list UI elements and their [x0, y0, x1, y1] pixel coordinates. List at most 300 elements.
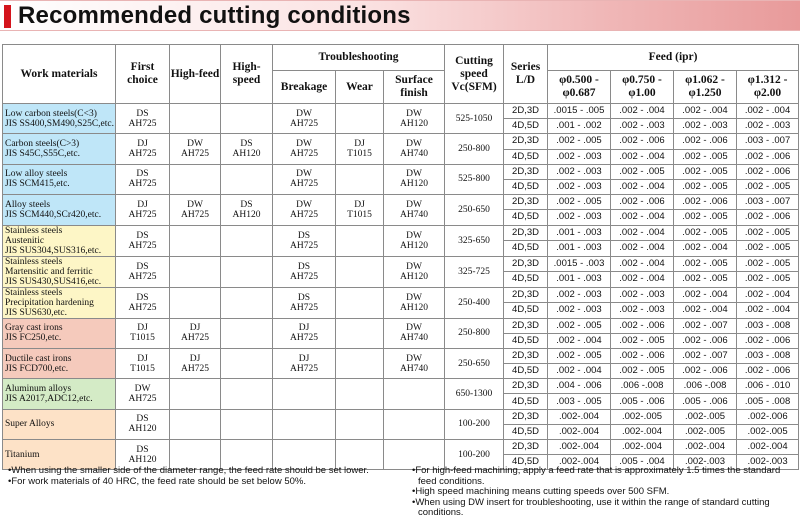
- high-feed-cell: [170, 409, 221, 439]
- feed-cell: .005 - .006: [674, 394, 737, 409]
- feed-cell: .002-.004: [737, 440, 799, 455]
- high-feed-cell-line: DW: [187, 199, 203, 210]
- surface-finish-cell-line: DW: [406, 292, 422, 303]
- feed-cell: .002 - .005: [611, 364, 674, 379]
- feed-cell: .002 - .005: [737, 241, 799, 257]
- header-wear: Wear: [336, 71, 384, 104]
- header-diameter-1: φ0.500 - φ0.687: [548, 71, 611, 104]
- surface-finish-cell-line: DW: [406, 261, 422, 272]
- series-ld-cell: 4D,5D: [504, 272, 548, 288]
- work-material-cell-line: Stainless steels: [5, 225, 63, 236]
- high-speed-cell: [221, 379, 273, 409]
- feed-cell: .002 - .003: [548, 179, 611, 194]
- high-speed-cell-line: AH120: [232, 149, 261, 160]
- work-material-cell-line: Low carbon steels(C<3): [5, 108, 97, 119]
- first-choice-cell-line: DJ: [137, 323, 148, 334]
- breakage-cell-line: AH725: [290, 118, 318, 129]
- work-material-cell-line: JIS S45C,S55C,etc.: [5, 149, 80, 160]
- feed-cell: .002 - .006: [737, 210, 799, 225]
- first-choice-cell-line: AH725: [128, 179, 157, 190]
- first-choice-cell-line: T1015: [130, 363, 155, 374]
- series-ld-cell: 4D,5D: [504, 119, 548, 134]
- work-material-cell-line: JIS SCM415,etc.: [5, 179, 70, 190]
- work-material-cell-line: Martensitic and ferritic: [5, 266, 93, 277]
- feed-cell: .002 - .005: [737, 179, 799, 194]
- surface-finish-cell: [384, 225, 445, 256]
- breakage-cell-line: AH725: [290, 209, 318, 220]
- feed-cell: .002 - .006: [674, 134, 737, 149]
- table-row: [3, 164, 799, 179]
- wear-cell: [336, 409, 384, 439]
- high-feed-cell: [170, 318, 221, 348]
- cutting-speed-cell: 250-800: [445, 134, 504, 164]
- first-choice-cell-line: AH725: [128, 149, 157, 160]
- series-ld-cell: 4D,5D: [504, 364, 548, 379]
- feed-cell: .002 - .005: [737, 256, 799, 272]
- first-choice-cell: [116, 164, 170, 194]
- feed-cell: .002-.004: [548, 424, 611, 439]
- high-speed-cell-line: DS: [240, 199, 253, 210]
- title-bar: [0, 0, 800, 31]
- wear-cell: [336, 287, 384, 318]
- high-feed-cell-line: DJ: [189, 353, 201, 364]
- feed-cell: .002-.003: [737, 455, 799, 470]
- surface-finish-cell: [384, 287, 445, 318]
- first-choice-cell: [116, 195, 170, 225]
- table-row: [3, 409, 799, 424]
- surface-finish-cell-line: AH740: [400, 333, 428, 344]
- feed-cell: .002 - .005: [737, 272, 799, 288]
- breakage-cell-line: AH725: [290, 179, 318, 190]
- footnote: •When using DW insert for troubleshooting, use it within the range of standard cutting conditions.: [412, 496, 770, 518]
- work-material-cell-line: JIS FC250,etc.: [5, 333, 62, 344]
- cutting-speed-cell: 525-800: [445, 164, 504, 194]
- feed-cell: .003 - .005: [548, 394, 611, 409]
- first-choice-cell-line: DS: [136, 230, 149, 241]
- series-ld-cell: 4D,5D: [504, 333, 548, 348]
- work-material-cell-line: Stainless steels: [5, 287, 63, 298]
- feed-cell: .003 - .008: [737, 318, 799, 333]
- work-material-cell-line: JIS FCD700,etc.: [5, 363, 69, 374]
- feed-cell: .002 - .006: [674, 195, 737, 210]
- surface-finish-cell-line: AH120: [400, 240, 428, 251]
- series-ld-cell: 4D,5D: [504, 241, 548, 257]
- wear-cell: [336, 348, 384, 378]
- work-material-cell-line: Super Alloys: [5, 419, 55, 430]
- work-material-cell: [3, 318, 116, 348]
- feed-cell: .005 - .006: [611, 394, 674, 409]
- wear-cell: [336, 195, 384, 225]
- first-choice-cell-line: AH725: [128, 209, 157, 220]
- high-speed-cell: [221, 409, 273, 439]
- breakage-cell: [273, 287, 336, 318]
- cutting-speed-cell: 525-1050: [445, 104, 504, 134]
- high-feed-cell-line: AH725: [181, 363, 209, 374]
- series-ld-cell: 2D,3D: [504, 104, 548, 119]
- feed-cell: .001 - .003: [548, 241, 611, 257]
- first-choice-cell-line: DS: [136, 261, 149, 272]
- table-row: [3, 440, 799, 455]
- high-speed-cell: [221, 134, 273, 164]
- series-ld-cell: 4D,5D: [504, 210, 548, 225]
- header-surface-finish: Surface finish: [384, 71, 445, 104]
- high-speed-cell: [221, 256, 273, 287]
- high-speed-cell: [221, 318, 273, 348]
- breakage-cell-line: DW: [296, 199, 312, 210]
- breakage-cell-line: AH725: [290, 363, 318, 374]
- header-feed: Feed (ipr): [548, 45, 799, 71]
- feed-cell: .002 - .005: [674, 256, 737, 272]
- surface-finish-cell-line: AH740: [400, 149, 428, 160]
- high-feed-cell: [170, 287, 221, 318]
- series-ld-cell: 4D,5D: [504, 149, 548, 164]
- feed-cell: .002 - .004: [611, 179, 674, 194]
- feed-cell: .002 - .006: [674, 364, 737, 379]
- feed-cell: .002-.004: [548, 455, 611, 470]
- first-choice-cell-line: AH120: [128, 424, 157, 435]
- surface-finish-cell-line: AH740: [400, 209, 428, 220]
- breakage-cell: [273, 256, 336, 287]
- feed-cell: .002 - .004: [611, 241, 674, 257]
- high-feed-cell: [170, 164, 221, 194]
- surface-finish-cell-line: AH120: [400, 179, 428, 190]
- feed-cell: .002 - .003: [548, 149, 611, 164]
- table-body: [3, 104, 799, 470]
- work-material-cell-line: Aluminum alloys: [5, 383, 72, 394]
- feed-cell: .002-.005: [674, 409, 737, 424]
- first-choice-cell-line: DS: [136, 169, 149, 180]
- wear-cell: [336, 318, 384, 348]
- header-cutting-speed: Cutting speed Vc(SFM): [445, 45, 504, 104]
- cutting-conditions-table: [2, 44, 799, 470]
- feed-cell: .002 - .003: [548, 164, 611, 179]
- feed-cell: .002 - .005: [548, 348, 611, 363]
- feed-cell: .0015 - .003: [548, 256, 611, 272]
- feed-cell: .002-.004: [611, 424, 674, 439]
- feed-cell: .006 - .010: [737, 379, 799, 394]
- feed-cell: .002 - .005: [674, 164, 737, 179]
- feed-cell: .002 - .004: [611, 272, 674, 288]
- first-choice-cell-line: AH725: [128, 240, 157, 251]
- first-choice-cell: [116, 287, 170, 318]
- feed-cell: .002 - .005: [674, 149, 737, 164]
- work-material-cell: [3, 409, 116, 439]
- high-speed-cell: [221, 348, 273, 378]
- footnote: •When using the smaller side of the diameter range, the feed rate should be set lower.: [8, 465, 369, 476]
- breakage-cell-line: DS: [297, 230, 311, 241]
- feed-cell: .002-.005: [674, 424, 737, 439]
- feed-cell: .002 - .006: [611, 195, 674, 210]
- table-row: [3, 287, 799, 303]
- surface-finish-cell: [384, 134, 445, 164]
- footnote: •High speed machining means cutting speeds over 500 SFM.: [412, 486, 670, 497]
- surface-finish-cell: [384, 104, 445, 134]
- breakage-cell-line: AH725: [290, 271, 318, 282]
- first-choice-cell-line: DJ: [137, 139, 148, 150]
- breakage-cell-line: DS: [297, 292, 311, 303]
- feed-cell: .002 - .004: [674, 303, 737, 319]
- feed-cell: .002 - .003: [611, 119, 674, 134]
- header-work-materials: Work materials: [3, 45, 116, 104]
- work-material-cell-line: Low alloy steels: [5, 169, 68, 180]
- work-material-cell: [3, 287, 116, 318]
- breakage-cell-line: DJ: [298, 353, 310, 364]
- first-choice-cell-line: DS: [136, 292, 149, 303]
- first-choice-cell: [116, 318, 170, 348]
- series-ld-cell: 2D,3D: [504, 440, 548, 455]
- first-choice-cell: [116, 348, 170, 378]
- header-first-choice: First choice: [116, 45, 170, 104]
- high-feed-cell-line: AH725: [181, 333, 209, 344]
- wear-cell: [336, 164, 384, 194]
- header-high-feed: High-feed: [170, 45, 221, 104]
- feed-cell: .002 - .004: [611, 256, 674, 272]
- breakage-cell: [273, 318, 336, 348]
- feed-cell: .002 - .003: [611, 303, 674, 319]
- work-material-cell: [3, 195, 116, 225]
- header-troubleshooting: Troubleshooting: [273, 45, 445, 71]
- header-diameter-3: φ1.062 - φ1.250: [674, 71, 737, 104]
- first-choice-cell-line: AH725: [128, 118, 157, 129]
- first-choice-cell-line: DW: [134, 383, 151, 394]
- high-speed-cell: [221, 104, 273, 134]
- series-ld-cell: 4D,5D: [504, 455, 548, 470]
- surface-finish-cell: [384, 164, 445, 194]
- feed-cell: .002 - .005: [737, 225, 799, 241]
- page-title: Recommended cutting conditions: [18, 2, 411, 29]
- first-choice-cell-line: DJ: [137, 199, 148, 210]
- wear-cell: [336, 134, 384, 164]
- feed-cell: .002 - .005: [674, 272, 737, 288]
- cutting-speed-cell: 250-650: [445, 348, 504, 378]
- high-speed-cell: [221, 164, 273, 194]
- footnote: •For high-feed machining, apply a feed rate that is approximately 1.5 times the standard feed conditions.: [412, 465, 781, 487]
- first-choice-cell-line: DS: [136, 444, 149, 455]
- surface-finish-cell-line: DW: [406, 108, 422, 119]
- first-choice-cell: [116, 225, 170, 256]
- feed-cell: .002-.006: [737, 409, 799, 424]
- work-material-cell-line: Gray cast irons: [5, 323, 63, 334]
- feed-cell: .002 - .004: [737, 303, 799, 319]
- feed-cell: .002 - .004: [674, 241, 737, 257]
- surface-finish-cell: [384, 409, 445, 439]
- first-choice-cell: [116, 379, 170, 409]
- feed-cell: .003 - .008: [737, 348, 799, 363]
- breakage-cell-line: DW: [296, 169, 312, 180]
- table-row: [3, 104, 799, 119]
- high-feed-cell: [170, 225, 221, 256]
- feed-cell: .002 - .006: [737, 164, 799, 179]
- feed-cell: .002 - .004: [674, 104, 737, 119]
- work-material-cell: [3, 164, 116, 194]
- series-ld-cell: 2D,3D: [504, 379, 548, 394]
- feed-cell: .002 - .006: [611, 134, 674, 149]
- feed-cell: .001 - .003: [548, 225, 611, 241]
- feed-cell: .002 - .004: [737, 104, 799, 119]
- surface-finish-cell: [384, 318, 445, 348]
- breakage-cell: [273, 225, 336, 256]
- work-material-cell-line: JIS SUS430,SUS416,etc.: [5, 276, 102, 287]
- feed-cell: .002-.005: [611, 409, 674, 424]
- work-material-cell-line: Precipitation hardening: [5, 297, 94, 308]
- series-ld-cell: 2D,3D: [504, 164, 548, 179]
- cutting-speed-cell: 325-650: [445, 225, 504, 256]
- series-ld-cell: 2D,3D: [504, 409, 548, 424]
- breakage-cell: [273, 195, 336, 225]
- table-row: [3, 348, 799, 363]
- series-ld-cell: 4D,5D: [504, 394, 548, 409]
- breakage-cell-line: DW: [296, 139, 312, 150]
- feed-cell: .002 - .006: [737, 333, 799, 348]
- wear-cell-line: DJ: [354, 199, 365, 210]
- feed-cell: .002 - .004: [674, 287, 737, 303]
- high-feed-cell: [170, 256, 221, 287]
- feed-cell: .003 - .007: [737, 134, 799, 149]
- high-speed-cell-line: AH120: [232, 209, 261, 220]
- feed-cell: .001 - .003: [548, 272, 611, 288]
- cutting-speed-cell: 100-200: [445, 440, 504, 470]
- wear-cell: [336, 379, 384, 409]
- feed-cell: .002 - .007: [674, 318, 737, 333]
- feed-cell: .004 - .006: [548, 379, 611, 394]
- work-material-cell: [3, 104, 116, 134]
- notes-right: [412, 466, 792, 519]
- work-material-cell-line: JIS SCM440,SCr420,etc.: [5, 209, 102, 220]
- table-row: [3, 379, 799, 394]
- work-material-cell-line: Titanium: [5, 449, 40, 460]
- feed-cell: .003 - .007: [737, 195, 799, 210]
- high-feed-cell: [170, 195, 221, 225]
- first-choice-cell-line: DJ: [137, 353, 148, 364]
- feed-cell: .002 - .005: [674, 210, 737, 225]
- feed-cell: .002 - .007: [674, 348, 737, 363]
- surface-finish-cell-line: AH120: [400, 271, 428, 282]
- high-feed-cell: [170, 348, 221, 378]
- first-choice-cell: [116, 409, 170, 439]
- feed-cell: .002-.004: [548, 409, 611, 424]
- surface-finish-cell-line: DW: [406, 323, 422, 334]
- breakage-cell: [273, 348, 336, 378]
- high-speed-cell: [221, 287, 273, 318]
- feed-cell: .002 - .003: [611, 287, 674, 303]
- surface-finish-cell-line: DW: [406, 169, 422, 180]
- breakage-cell: [273, 379, 336, 409]
- feed-cell: .002 - .004: [611, 149, 674, 164]
- series-ld-cell: 2D,3D: [504, 134, 548, 149]
- feed-cell: .002 - .005: [611, 164, 674, 179]
- work-material-cell-line: Ductile cast irons: [5, 353, 72, 364]
- footnote: •For work materials of 40 HRC, the feed rate should be set below 50%.: [8, 475, 306, 487]
- feed-cell: .002 - .005: [674, 179, 737, 194]
- series-ld-cell: 2D,3D: [504, 318, 548, 333]
- feed-cell: .002 - .004: [548, 364, 611, 379]
- feed-cell: .002 - .006: [674, 333, 737, 348]
- feed-cell: .002-.004: [548, 440, 611, 455]
- table-row: [3, 134, 799, 149]
- high-feed-cell: [170, 379, 221, 409]
- cutting-speed-cell: 325-725: [445, 256, 504, 287]
- header-diameter-2: φ0.750 - φ1.00: [611, 71, 674, 104]
- feed-cell: .002 - .004: [737, 287, 799, 303]
- feed-cell: .002 - .005: [548, 318, 611, 333]
- first-choice-cell-line: AH725: [128, 393, 157, 404]
- feed-cell: .002-.005: [737, 424, 799, 439]
- wear-cell: [336, 104, 384, 134]
- feed-cell: .005 - .004: [611, 455, 674, 470]
- feed-cell: .002 - .003: [674, 119, 737, 134]
- breakage-cell-line: AH725: [290, 149, 318, 160]
- surface-finish-cell-line: AH120: [400, 118, 428, 129]
- feed-cell: .002 - .006: [611, 348, 674, 363]
- series-ld-cell: 4D,5D: [504, 424, 548, 439]
- feed-cell: .002 - .003: [548, 287, 611, 303]
- high-feed-cell: [170, 134, 221, 164]
- high-feed-cell-line: DJ: [189, 323, 201, 334]
- series-ld-cell: 2D,3D: [504, 287, 548, 303]
- cutting-speed-cell: 250-800: [445, 318, 504, 348]
- table-row: [3, 225, 799, 241]
- feed-cell: .001 - .002: [548, 119, 611, 134]
- feed-cell: .005 - .008: [737, 394, 799, 409]
- breakage-cell: [273, 409, 336, 439]
- feed-cell: .002 - .003: [548, 303, 611, 319]
- first-choice-cell: [116, 256, 170, 287]
- first-choice-cell-line: AH725: [128, 302, 157, 313]
- surface-finish-cell-line: DW: [406, 230, 422, 241]
- feed-cell: .006 -.008: [674, 379, 737, 394]
- high-speed-cell: [221, 225, 273, 256]
- header-high-speed: High-speed: [221, 45, 273, 104]
- breakage-cell-line: DW: [296, 108, 312, 119]
- title-accent-mark: [4, 5, 11, 28]
- work-material-cell: [3, 348, 116, 378]
- work-material-cell-line: JIS A2017,ADC12,etc.: [5, 393, 93, 404]
- first-choice-cell-line: AH725: [128, 271, 157, 282]
- header-breakage: Breakage: [273, 71, 336, 104]
- first-choice-cell-line: AH120: [128, 454, 157, 465]
- high-feed-cell: [170, 104, 221, 134]
- header-series: Series L/D: [504, 45, 548, 104]
- table-row: [3, 318, 799, 333]
- cutting-speed-cell: 250-650: [445, 195, 504, 225]
- breakage-cell-line: DJ: [298, 323, 310, 334]
- cutting-speed-cell: 250-400: [445, 287, 504, 318]
- wear-cell: [336, 256, 384, 287]
- work-material-cell-line: Stainless steels: [5, 256, 63, 267]
- breakage-cell: [273, 104, 336, 134]
- work-material-cell: [3, 134, 116, 164]
- feed-cell: .002 - .003: [548, 210, 611, 225]
- first-choice-cell-line: DS: [136, 108, 149, 119]
- high-speed-cell-line: DS: [240, 139, 253, 150]
- surface-finish-cell: [384, 348, 445, 378]
- breakage-cell-line: AH725: [290, 333, 318, 344]
- notes-left: [8, 466, 388, 487]
- first-choice-cell: [116, 104, 170, 134]
- breakage-cell-line: AH725: [290, 240, 318, 251]
- high-feed-cell-line: AH725: [181, 209, 209, 220]
- feed-cell: .002-.004: [611, 440, 674, 455]
- work-material-cell-line: JIS SUS304,SUS316,etc.: [5, 245, 102, 256]
- wear-cell: [336, 225, 384, 256]
- series-ld-cell: 4D,5D: [504, 179, 548, 194]
- feed-cell: .002 - .004: [611, 104, 674, 119]
- breakage-cell-line: AH725: [290, 302, 318, 313]
- cutting-speed-cell: 100-200: [445, 409, 504, 439]
- surface-finish-cell: [384, 256, 445, 287]
- series-ld-cell: 4D,5D: [504, 303, 548, 319]
- feed-cell: .002 - .005: [674, 225, 737, 241]
